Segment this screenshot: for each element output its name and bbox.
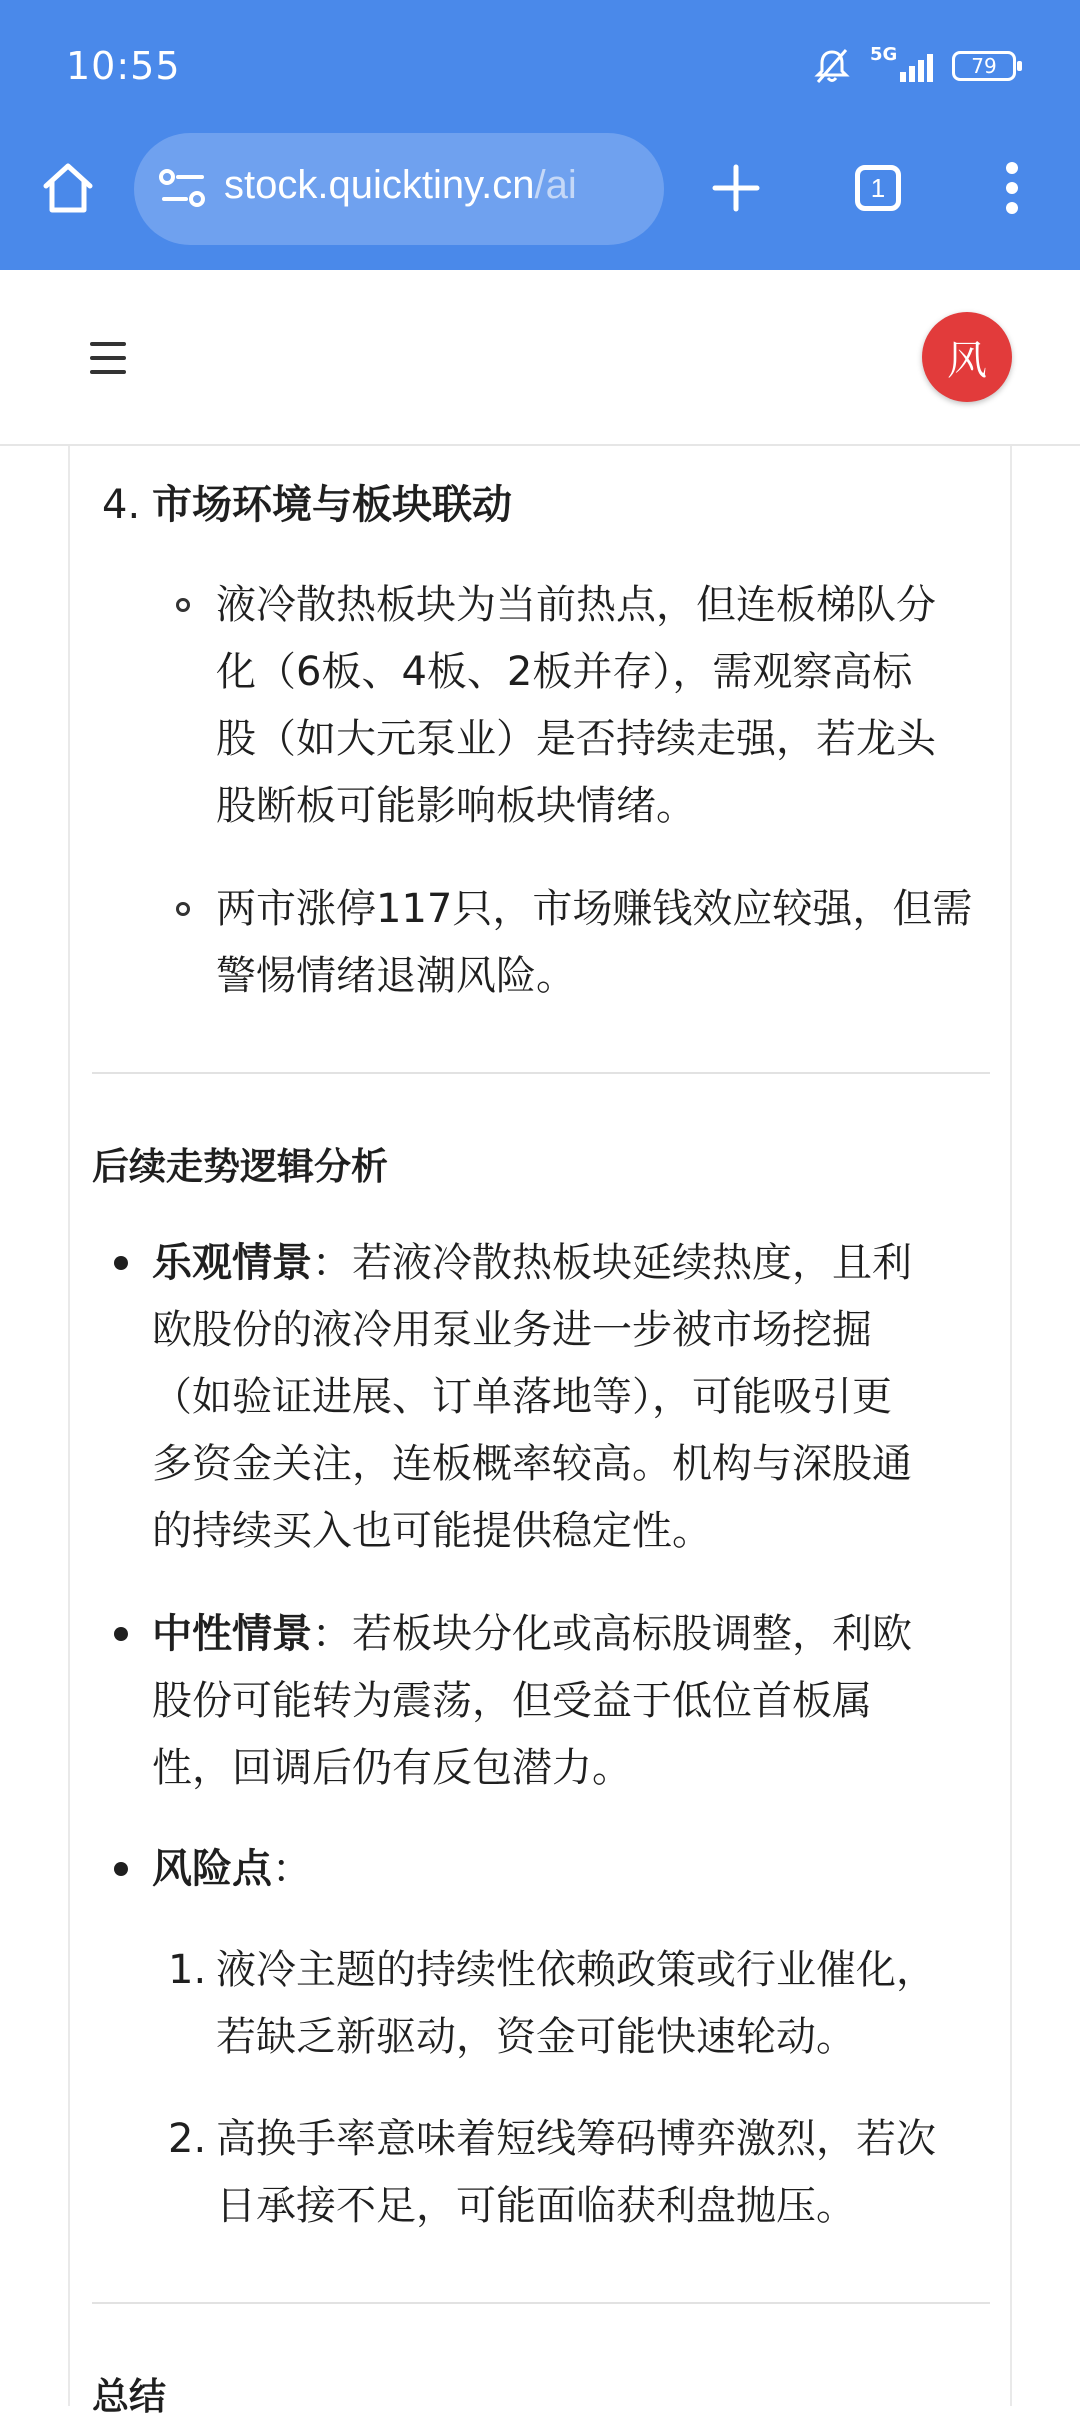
status-time: 10:55 <box>66 44 181 88</box>
more-vert-icon <box>1002 158 1022 218</box>
avatar[interactable]: 风 <box>922 312 1012 402</box>
divider <box>92 1072 990 1074</box>
text-line: 多资金关注，连板概率较高。机构与深股通 <box>152 1441 912 1487</box>
sub-item-text <box>216 876 972 1010</box>
section-heading: 后续走势逻辑分析 <box>92 1145 388 1188</box>
bullet-dot <box>114 1256 128 1270</box>
text-line: 液冷主题的持续性依赖政策或行业催化， <box>216 1947 936 1993</box>
battery-icon <box>952 51 1016 81</box>
circle-bullet <box>176 902 190 916</box>
url-bar[interactable] <box>134 133 664 245</box>
silent-bell-icon <box>812 46 852 86</box>
text-line: ：若液冷散热板块延续热度，且利 <box>312 1240 912 1286</box>
text-line: 股断板可能影响板块情绪。 <box>216 783 696 829</box>
list-number: 2. <box>168 2116 207 2162</box>
text-line: 日承接不足，可能面临获利盘抛压。 <box>216 2183 856 2229</box>
text-line: 警惕情绪退潮风险。 <box>216 953 576 999</box>
optimistic-paragraph <box>152 1230 912 1565</box>
circle-bullet <box>176 598 190 612</box>
text-line: 液冷散热板块为当前热点，但连板梯队分 <box>216 582 936 628</box>
site-settings-icon <box>158 167 208 211</box>
text-line: 高换手率意味着短线筹码博弈激烈，若次 <box>216 2116 936 2162</box>
sub-item-text <box>216 572 936 840</box>
text-line: 若缺乏新驱动，资金可能快速轮动。 <box>216 2014 856 2060</box>
home-button[interactable] <box>28 148 108 228</box>
url-path: /ai <box>534 163 577 207</box>
list-item-title: 市场环境与板块联动 <box>152 482 512 528</box>
risk-item-text <box>216 2106 936 2240</box>
battery-level: 79 <box>971 54 997 78</box>
text-line: ：若板块分化或高标股调整，利欧 <box>312 1611 912 1657</box>
text-line: （如验证进展、订单落地等），可能吸引更 <box>152 1374 892 1420</box>
bold-label: 中性情景 <box>152 1611 312 1657</box>
browser-chrome <box>0 0 1080 270</box>
new-tab-button[interactable] <box>696 148 776 228</box>
divider <box>92 2302 990 2304</box>
summary-heading: 总结 <box>92 2375 166 2418</box>
text-line: 性，回调后仍有反包潜力。 <box>152 1745 632 1791</box>
text-line: 股（如大元泵业）是否持续走强，若龙头 <box>216 716 936 762</box>
text-line: 欧股份的液冷用泵业务进一步被市场挖掘 <box>152 1307 872 1353</box>
bold-label: 乐观情景 <box>152 1240 312 1286</box>
risk-item-text <box>216 1937 936 2071</box>
list-number: 4. <box>102 482 141 528</box>
site-header <box>0 270 1080 446</box>
bullet-dot <box>114 1862 128 1876</box>
home-icon <box>38 158 98 218</box>
overflow-menu-button[interactable] <box>972 148 1052 228</box>
text-line: 化（6板、4板、2板并存），需观察高标 <box>216 649 913 695</box>
text-line: ： <box>272 1846 312 1892</box>
tab-count: 1 <box>855 165 901 211</box>
tab-switcher-button[interactable] <box>838 148 918 228</box>
neutral-paragraph <box>152 1601 912 1802</box>
bullet-dot <box>114 1627 128 1641</box>
list-number: 1. <box>168 1947 207 1993</box>
bold-label: 风险点 <box>152 1846 272 1892</box>
text-line: 股份可能转为震荡，但受益于低位首板属 <box>152 1678 872 1724</box>
text-line: 的持续买入也可能提供稳定性。 <box>152 1508 712 1554</box>
status-icons <box>812 44 1016 88</box>
plus-icon <box>711 163 761 213</box>
risk-paragraph <box>152 1836 312 1903</box>
url-text <box>224 163 577 208</box>
hamburger-menu-icon[interactable] <box>90 340 130 376</box>
signal-icon <box>870 46 934 86</box>
url-domain: stock.quicktiny.cn <box>224 163 535 207</box>
text-line: 两市涨停117只，市场赚钱效应较强，但需 <box>216 886 973 932</box>
network-type: 5G <box>870 44 898 65</box>
